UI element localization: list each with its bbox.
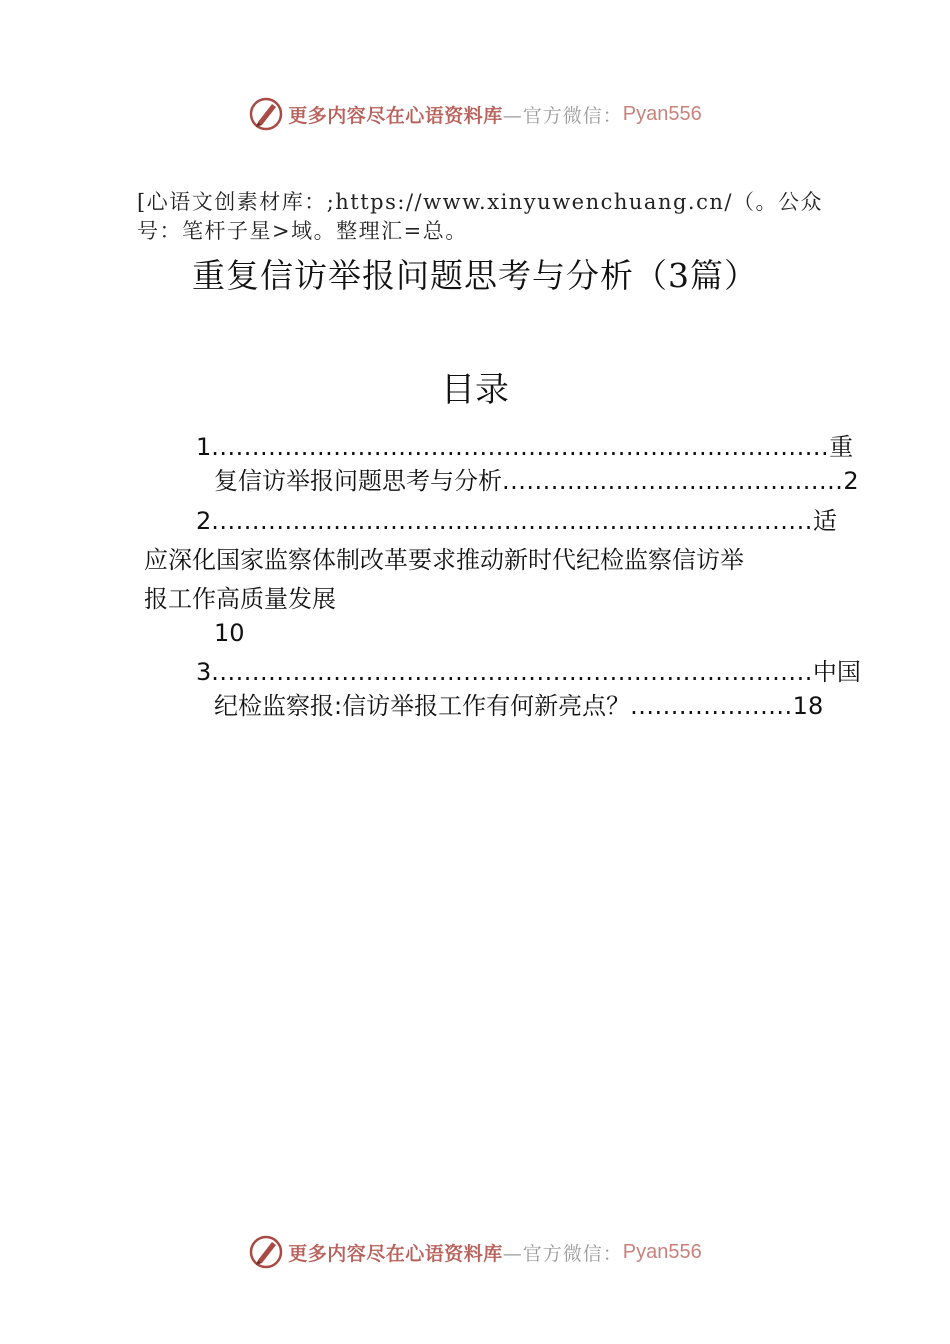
toc-entry-title-head: 适: [812, 507, 837, 535]
toc-entry-1-line1[interactable]: [196, 430, 853, 464]
pen-circle-logo-icon: [248, 96, 284, 132]
toc-entry-title: 复信访举报问题思考与分析: [214, 467, 502, 495]
toc-entry-3-line2[interactable]: [214, 689, 823, 723]
toc-entry-number: 3: [196, 658, 212, 686]
toc-leader-dots: ............................................................................: [211, 433, 830, 461]
document-title: 重复信访举报问题思考与分析（3篇）: [192, 256, 758, 295]
pen-circle-logo-icon: [248, 1234, 284, 1270]
toc-entry-title-head: 中国: [812, 658, 861, 686]
toc-entry-page: 18: [792, 692, 824, 720]
toc-entry-2-line1[interactable]: [196, 504, 837, 538]
toc-leader-dots: ....................: [630, 692, 793, 720]
toc-entry-title: 纪检监察报:信访举报工作有何新亮点？: [214, 692, 631, 720]
toc-entry-title-head: 重: [829, 433, 854, 461]
toc-entry-1-line2[interactable]: [214, 464, 859, 498]
banner-account: Pyan556: [622, 1240, 702, 1263]
toc-entry-page: 2: [843, 467, 859, 495]
banner-slogan: 更多内容尽在心语资料库: [288, 104, 503, 127]
toc-leader-dots: ..........................................: [502, 467, 844, 495]
toc-heading: 目录: [441, 370, 509, 410]
toc-entry-number: 2: [196, 507, 212, 535]
banner-slogan: 更多内容尽在心语资料库: [288, 1242, 503, 1265]
banner-account: Pyan556: [622, 102, 702, 125]
header-banner: [0, 94, 950, 134]
toc-leader-dots: ..........................................................................: [211, 658, 813, 686]
toc-entry-2-line3[interactable]: 报工作高质量发展: [144, 585, 336, 613]
toc-entry-number: 1: [196, 433, 212, 461]
toc-entry-2-line2[interactable]: 应深化国家监察体制改革要求推动新时代纪检监察信访举: [144, 546, 744, 574]
banner-separator: —官方微信：: [502, 104, 623, 127]
toc-entry-3-line1[interactable]: [196, 655, 861, 689]
footer-banner: [0, 1232, 950, 1272]
source-note: [心语文创素材库：;https://www.xinyuwenchuang.cn/（。公众号：笔杆子星>域。整理汇=总。: [137, 190, 823, 243]
toc-entry-2-page[interactable]: 10: [214, 619, 245, 647]
toc-leader-dots: ..........................................................................: [211, 507, 813, 535]
banner-separator: —官方微信：: [502, 1242, 623, 1265]
